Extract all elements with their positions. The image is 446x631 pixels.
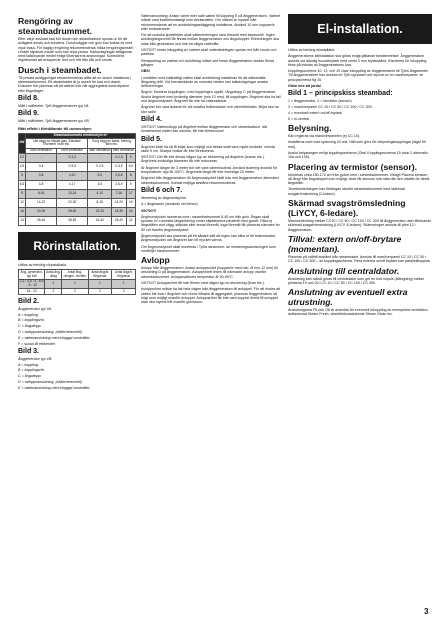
table-cell: 0-3,5: [112, 163, 126, 172]
text-figure-5b: VIKTIGT! Det får inte finnas någon typ av blockering på ångröret (kranar etc.). Ångrörets invändiga diameter får inte reduceras.: [141, 155, 265, 164]
heading-figure-6-7: Bild 6 och 7.: [141, 186, 183, 194]
table-cell: 3-8: [25, 172, 56, 181]
section-band-electrical: El-installation.: [288, 14, 432, 44]
text-figure-5d: Ångröret från ånggeneratorn till ångmunstycket skall luta mot ånggeneratorn alternativt steambadrummet. Kortast möjliga avstånd rekommenderas.: [141, 176, 279, 185]
table-cell: 6-16: [25, 190, 56, 199]
table-cell: 2,5-8: [112, 172, 126, 181]
table-cell: 28-40: [57, 208, 88, 217]
table-cell: 18-30: [112, 208, 126, 217]
table-cell: 4-10: [88, 190, 112, 199]
table-cell: 6,6: [19, 181, 26, 190]
text-figure-8: Mått i millimeter, Tylö ånggeneratorer typ VA.: [18, 103, 90, 108]
text-central-computer: Anslutning kan också göras till centraldator som ger en kort impuls (stängning) mellan plintarna 19 och 20 i CC 10 / CC 50 / CC 100 / CC 300.: [288, 276, 425, 285]
table-row: [19, 190, 136, 199]
table-cell: 2: [45, 289, 62, 295]
table-cell: 14-20: [112, 199, 126, 208]
table-subheader: utan ventilation: [89, 147, 111, 152]
table-cell: 16 - 24: [19, 289, 45, 295]
table-row: [19, 279, 136, 288]
text-water-connection: Vattenanslutning: Anslut varmt eller kallt vatten till koppling E på ånggeneratorn. Vattnet måste vara kvalitetsmässigt som dricksvatten. Om vattnet är mycket hårt rekommenderas att en avhärdningsanläggning installeras. Använd 10 mm kopparrör eller motsvarande.: [141, 14, 280, 31]
legend-item: E = vattenanslutning med inbyggd smutsfilter.: [18, 385, 91, 390]
heading-figure-4: Bild 4.: [141, 115, 163, 123]
legend-item: C = ångutlopp.: [18, 324, 42, 329]
text-lighting: Kan regleras via manöverpanelen (ej CC 10).: [288, 134, 361, 139]
table-row: [19, 163, 136, 172]
text-ground-warning: Glöm inte att jorda!: [288, 84, 321, 89]
table-subheader: utan ventilation: [25, 148, 56, 154]
table-cell: 28-40: [25, 217, 56, 226]
table-cell: 3-6: [88, 181, 112, 190]
text-important-nozzle: Ångmunstycket monteras inne i steambadrummet 5-40 cm från golv. Ångan skall sprutas in i rummets längdriktning under sittplatserna parallellt med golvet. Rikta ej ångstrålen mot vägg, sittplats eller annat föremål. Inga föremål får placeras närmare än 50 cm framför ångmunstycket.: [141, 214, 280, 232]
table-cell: -: [25, 154, 56, 163]
figure-3-legend: [18, 363, 136, 390]
table-cell: 5,5: [126, 163, 135, 172]
table-cell: 2: [112, 289, 136, 295]
table-header: Ång- generator- typ kW: [19, 270, 45, 279]
text-drain-2: VIKTIGT! Avloppsröret får inte förses med någon typ av blockering (kran etc.).: [141, 281, 265, 286]
text-electrical-schemas: Kopplingsschema 10, 13, och 15 visar inkoppling av ånggeneratorn till Tylös ångpaneler. Till ånggeneratorer kan ansluta en Tylö styrpanel och styrcal av en manöverpanel, se principschema fig 16.: [288, 69, 429, 82]
table-header-volume: Steambadrummets minimivolym m³: [25, 133, 135, 139]
text-option-switch: Placeras på valfritt avstånd från steambadet. Ansluts till manöverpanel CC 10 / CC 50 / CC 100 / CC 300 – se kopplingsschema. Flera externa on/off brytare kan parallellkopplas.: [288, 254, 431, 264]
legend-item: 5 = el-central.: [288, 116, 310, 121]
page-number: 3: [424, 607, 429, 616]
section-band-plumbing: Rörinstallation.: [18, 232, 136, 260]
text-flush-before-start: Renspolning av vattnet och avluftning måste ske innan ånggeneratorn startas första gången.: [141, 58, 275, 67]
table-cell: 4-10: [57, 172, 88, 181]
text-obs: I områden med kalkhaltigt vatten skall avhärdning installeras för att säkerställa långvarig drift. Vid överskridande av normala värden kan kalkavlagringar orsaka driftstörningar.: [141, 75, 268, 89]
table-cell: 17: [126, 190, 135, 199]
legend-item: F = sucka till elektroder.: [18, 341, 56, 346]
table-header-heavy-wall: Tung vägg av kakel, betong, sten etc.: [88, 139, 136, 148]
table-cell: 1: [112, 279, 136, 288]
steam-outlet-table: [18, 269, 136, 294]
text-important-nozzle-3: Om ångmunstycket skall monteras i Tylös steamrum, se monteringsanvisningen som medföljer steamrummet.: [141, 244, 276, 253]
table-cell: 22-30: [57, 199, 88, 208]
table-cell: 2-5: [88, 172, 112, 181]
text-figure-6-7: Montering av ångmunstycke.: [141, 195, 187, 200]
table-cell: 13-24: [57, 190, 88, 199]
table-row: [19, 172, 136, 181]
column-middle: [141, 14, 281, 307]
heading-lighting: Belysning.: [288, 123, 332, 134]
table-cell: 2,5-9: [112, 181, 126, 190]
legend-item: B = kopplingsrör.: [18, 318, 45, 323]
heading-figure-3: Bild 3.: [18, 347, 40, 355]
text-plumbing-intro: Utförs av behörig rörinstallatör.: [18, 263, 67, 268]
legend-item: C = ångutlopp.: [18, 374, 42, 379]
heading-figure-2: Bild 2.: [18, 297, 40, 305]
table-cell: 24: [126, 208, 135, 217]
table-cell: 8-15: [88, 199, 112, 208]
legend-item: A = koppling.: [18, 362, 39, 367]
table-cell: 16-30: [88, 217, 112, 226]
heading-figure-5: Bild 5.: [141, 135, 163, 143]
heading-figure-8: Bild 8.: [18, 94, 40, 102]
heading-extra-equipment: Anslutning av eventuell extra utrustning.: [288, 287, 408, 308]
heading-sensor-placement: Placering av termistor (sensor).: [288, 161, 417, 172]
text-lighting-2: Installeras med max spänning 24 volt. Håll som görs för belysningskopplingar (lägst 50 mm).: [288, 140, 426, 149]
table-cell: 0-1,3: [57, 154, 88, 163]
table-header-kw: kW: [19, 133, 26, 154]
text-steam-pipe-2: Ångröret bör vara isolerat för att undvika brännskador och värmeförluster. Böjar ska ha stor radie.: [141, 105, 279, 114]
table-row: [19, 181, 136, 190]
power-volume-table: [18, 133, 136, 227]
table-cell: -: [88, 154, 112, 163]
table-cell: 5: [19, 172, 26, 181]
text-important-nozzle-2: Ångmunstycket ska placeras på ett sådant sätt att ingen kan råka ut för brännskador. Ångmunstycket och ångröret kan bli mycket varma.: [141, 233, 276, 243]
figure-1-legend: [288, 99, 432, 121]
table-cell: 0-2,5: [88, 163, 112, 172]
text-figure-4: VIKTIGT! Vattenutlopp på ångröret mellan ånggenerator och steambadrum, där kondenserat vatten kan samlas, får inte förekomma!: [141, 124, 268, 134]
heading-figure-9: Bild 9.: [18, 110, 40, 118]
legend-item: B = kopplingsrör.: [18, 368, 45, 373]
table-cell: 9: [126, 181, 135, 190]
table-cell: 1: [45, 279, 62, 288]
text-figure-9: Mått i millimeter, Tylö ånggeneratorer typ VB.: [18, 119, 90, 124]
column-left: [18, 14, 136, 392]
table-cell: 12: [19, 199, 26, 208]
legend-item: D = avloppsanslutning. (säkerhetsventil): [18, 379, 82, 384]
table-cell: 16: [19, 208, 26, 217]
table-header-light-wall: Lätt vägg av härdat glas, Elastiskt Eventerit i rum etc.: [25, 139, 87, 148]
text-cleaning: Efter varje avslutat bad bör dusch och steambadrum spolas ur för att avlägsna smuts och kondens. Duschväggar och golv kan torkas av med mjuk trasa. För daglig rengöring rekommenderas milda rengöringsmedel. Undvik slipande medel som kan repa ytorna. Kalkavlagringar avlägsnas med kalklösande medel enligt tillverkarens anvisningar. Kontrollera regelbundet att avloppet är rent och fritt från hår och smuts.: [18, 37, 135, 63]
legend-item: 3 = manöverpanel CC 10 / CC 50 / CC 100 / CC 300.: [288, 105, 373, 110]
table-header: Antal ångrör förgrenat: [88, 270, 112, 279]
table-row: [19, 154, 136, 163]
legend-item: 4 = eventuell extern on/off-brytare.: [288, 110, 343, 115]
table-cell: 4-17: [57, 181, 88, 190]
heading-shower: Dusch i steambadet.: [18, 64, 102, 75]
table-cell: 15: [126, 199, 135, 208]
text-figure-5: Ångröret skall ha så få böjar som möjligt och dessa skall vara mjukt rundade, minsta radie 5 cm. Skarpa vinklar får inte förekomma.: [141, 144, 275, 153]
text-drain: Avlopp från ånggeneratorn: Anslut avloppsröret (kopparrör med min. Ø mm 12 mm) till anslutning D på ånggeneratorn. Avloppsröret ledes till närmaste avlopp utanför steambadrummet. Avloppsvattnets temperatur är 90-95°C.: [141, 266, 278, 279]
table-cell: 20-30: [25, 208, 56, 217]
table-cell: 2: [88, 289, 112, 295]
table-cell: 2,2: [19, 154, 26, 163]
table-header: Antal ång- utlopps- ventiler: [63, 269, 87, 278]
table-cell: 7-16: [112, 190, 126, 199]
table-cell: 1: [88, 279, 112, 288]
table-subheader: med ventilation: [57, 148, 88, 154]
table-row: [19, 289, 136, 295]
table-cell: 32: [126, 217, 135, 226]
table-header: Antal ångrör förgrenat: [112, 270, 136, 279]
text-sensor-placement-2: Termistorledningen kan förlängas utanför steambadrummet med skärmad svagströmsledning (2-ledare).: [288, 187, 405, 196]
text-lighting-3: Anslut belysningen enligt kopplingsschema (Obs! Kopplingsschema 15 visar 2 alternativ, 10a och 10b).: [288, 150, 429, 160]
table-cell: 0: [126, 154, 135, 163]
heading-central-computer: Anslutning till centraldator.: [288, 265, 400, 276]
legend-item: D = avloppsanslutning. (säkerhetsventil): [18, 329, 82, 334]
text-figure-6-7b: A = ångkranen (används vid behov).: [141, 202, 199, 207]
table-cell: 0-1,3: [112, 154, 126, 163]
heading-shielded-cable: Skärmad svagströmsledning (LiYCY, 6-ledare).: [288, 198, 406, 219]
table-cell: 14-22: [25, 199, 56, 208]
heading-obs: OBS!: [141, 69, 150, 74]
text-water-connection-2: För att undvika ljudeffekter skall vattenledningen vara försedd med backventil. Ingen avstängningsventil får finnas mellan ånggeneratorn och ångutloppet. Rörledningen ska lutas från generatorn och inte ha några vattenlås.: [141, 33, 279, 46]
table-cell: 2,2 - 4,5 - 6 - 6,6 - 9 - 12: [19, 279, 44, 287]
heading-drain: Avlopp: [141, 255, 170, 266]
table-cell: 9: [19, 190, 26, 199]
table-cell: 0-4: [25, 163, 56, 172]
table-cell: 38-52: [57, 217, 88, 226]
heading-figure-1: Bild 1 – principskiss steambad:: [288, 90, 393, 98]
heading-important: VIKTIGT!: [141, 208, 157, 213]
text-important-flush: VIKTIGT! Innan inkoppling av vattnet skall vattenledningen spolas ren från smuts och partiklar.: [141, 48, 277, 57]
legend-item: 1 = ånggenerator. 2 = termistor (sensor).: [288, 99, 353, 104]
text-shower: Till privata anläggningar rekommenderas alltid att en dusch installeras i steambadrummet. Ett steambadet är ju avsett för bad och dusch. Duschen bör placeras så att vattnet inte når aggregatets kontrollpanel eller ånguttaget.: [18, 75, 131, 93]
table-cell: 24: [19, 217, 26, 226]
table-header: Antal ång- uttag: [46, 269, 61, 278]
table-row: [19, 199, 136, 208]
column-right: [288, 14, 432, 319]
text-drain-3: Avloppsröret måste ha fall hela vägen från ånggeneratorn till avloppet. För att hindra att vatten blir kvar i ångröret och rinner tillbaka till aggregatet, placeras ånggeneratorn så högt som möjligt ovanför avloppet. Avloppsröret får inte vara kopplat direkt till avloppet utan ska mynna fritt ovanför golvbrunn.: [141, 287, 280, 305]
table-cell: 13-25: [88, 208, 112, 217]
text-figure-2-intro: Ånggenerator typ VA.: [18, 306, 53, 311]
legend-item: A = koppling.: [18, 312, 39, 317]
text-figure-5c: Är ångröret längre än 3 meter bör det vara värmeisolerat. Använd isolering avsedd för temperaturer upp till 100°C. Ångrörets längd får inte överstiga 15 meter.: [141, 165, 278, 175]
legend-item: E = vattenanslutning med inbyggd smutsfilter.: [18, 335, 91, 340]
table-row: [19, 217, 136, 226]
text-shielded-cable: Manöverledning mellan CC10 / CC 50 / CC 100 / CC 300 till ånggenerator utan tillhörande skärmad svagströmsledning (LiYCY, 6-ledare). Skärmningen ansluts till plint 12 i ånggeneratorn.: [288, 219, 432, 232]
heading-option-switch: Tillval: extern on/off-brytare (momentan).: [288, 233, 402, 254]
table-cell: 0-5,5: [57, 163, 88, 172]
text-electrical-intro: Utförs av behörig elinstallatör.: [288, 48, 336, 52]
text-figure-3-intro: Ånggenerator typ VB.: [18, 356, 53, 361]
table-cell: 4,5: [19, 163, 26, 172]
heading-cleaning: Rengöring av steambadrummet.: [18, 16, 93, 36]
table-row: [19, 208, 136, 217]
text-extra-equipment: Anslutningarna P5 och O8 är avsedda för eventuell inkoppling av exempelvis ventilation, doftautomat Steam Fresh, desinfektionsautomat Steam Clean etc.: [288, 308, 429, 317]
text-electrical-rules: Ånggeneratorns elinstallation ska göras enligt gällande bestämmelser. Ånggeneratorn ansluts via allpolig huvudbrytare med minst 3 mm brytavstånd. Elschema för inkoppling finns på insidan av ånggeneratorns lock.: [288, 54, 427, 67]
table-cell: 1: [62, 279, 88, 288]
text-sensor-placement: Monteras cirka 150-170 cm från golvet inne i steambadrummet. Viktigt! Placera sensorn så långt från ångutloppet som möjligt, dock får sensorn inte sitta där den utsätts för direkt ångstråle.: [288, 172, 430, 186]
heading-power-table: Rätt effekt i förhållande till rumsvolym:: [18, 125, 93, 131]
table-cell: 3-8: [25, 181, 56, 190]
table-cell: 8: [126, 172, 135, 181]
table-cell: 2: [62, 289, 88, 295]
text-steam-pipe: Ångrör: Montera kopplingen, med kopplingen uppåt, i ångutlopp C på ånggeneratorn. Anslut ångröret med invändig diameter (min 12 mm), till kopplingen. Ångröret ska ha fall mot ångmunstycket. Ångröret får inte ha vattensäckar.: [141, 90, 281, 104]
table-subheader: med ventilation: [112, 147, 135, 152]
figure-2-legend: [18, 313, 136, 346]
table-cell: 28-40: [112, 217, 126, 226]
